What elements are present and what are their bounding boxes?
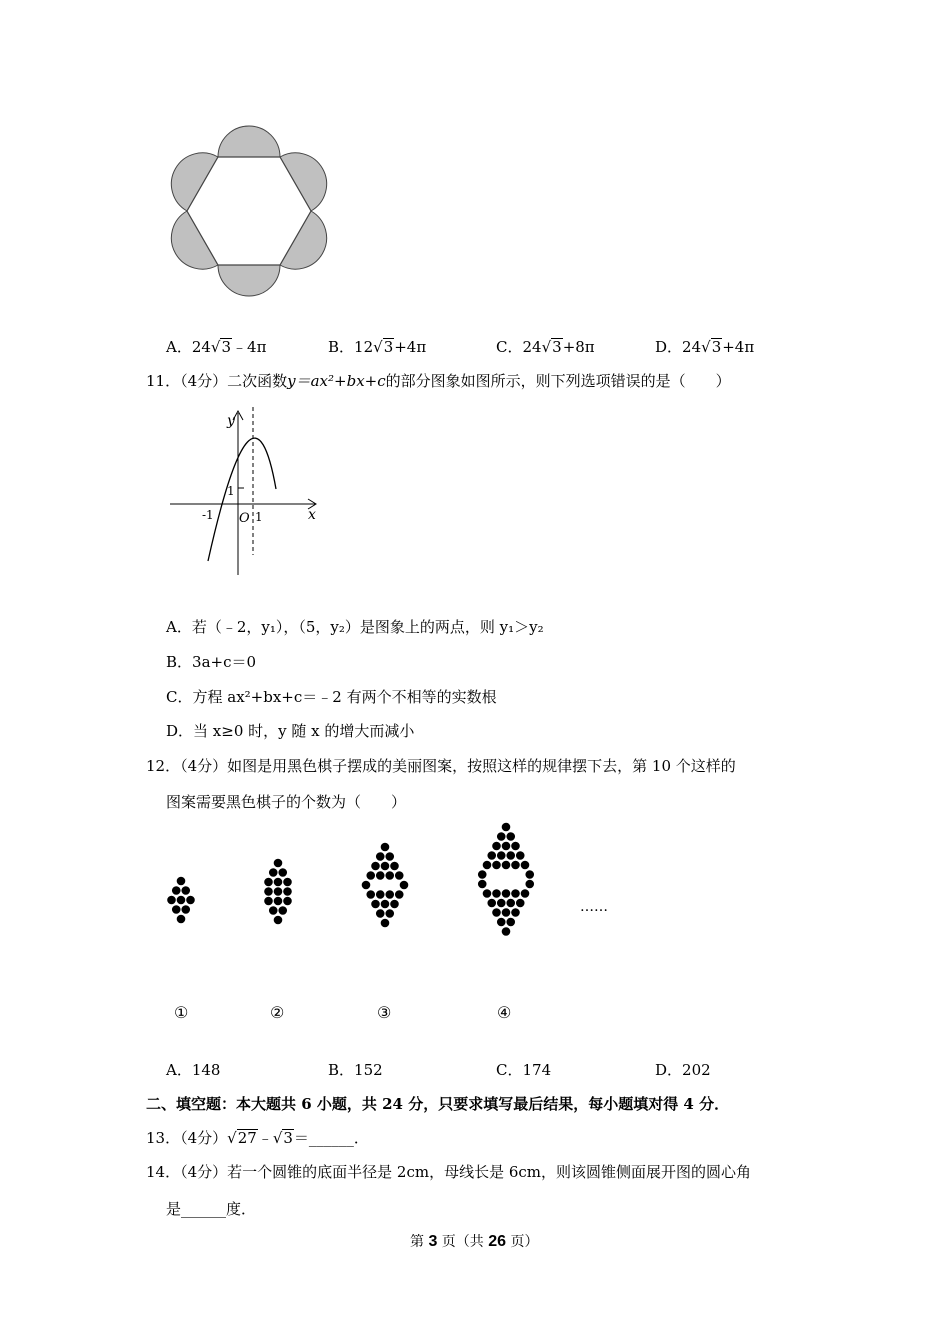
q12-options <box>0 1059 950 1079</box>
chess-piece <box>492 908 501 917</box>
chess-piece <box>511 842 520 851</box>
chess-piece <box>395 890 404 899</box>
chess-piece <box>167 896 176 905</box>
svg-text:x: x <box>308 507 316 523</box>
svg-text:1: 1 <box>227 484 235 498</box>
chess-piece <box>511 908 520 917</box>
svg-text:-1: -1 <box>202 508 214 522</box>
chess-piece <box>177 915 186 924</box>
chess-piece <box>381 919 390 928</box>
chess-piece <box>172 905 181 914</box>
chess-piece <box>381 843 390 852</box>
chess-piece <box>274 897 283 906</box>
q14-line1: 14．（4分）若一个圆锥的底面半径是 2cm，母线长是 6cm，则该圆锥侧面展开图的圆心角 <box>146 1163 752 1181</box>
chess-piece <box>283 878 292 887</box>
chess-piece <box>366 890 375 899</box>
chess-piece <box>269 868 278 877</box>
chess-piece <box>274 887 283 896</box>
chess-piece <box>385 852 394 861</box>
chess-piece <box>274 878 283 887</box>
q12-stem-line2: 图案需要黑色棋子的个数为（ ） <box>166 793 407 811</box>
chess-piece <box>502 861 511 870</box>
chess-piece <box>376 890 385 899</box>
chess-piece <box>511 889 520 898</box>
page-footer: 第 3 页（共 26 页） <box>410 1233 539 1250</box>
q11-option-d: D．当 x≥0 时，y 随 x 的增大而减小 <box>166 722 415 740</box>
section-heading: 二、填空题：本大题共 6 小题，共 24 分，只要求填写最后结果，每小题填对得 4 分． <box>146 1095 730 1113</box>
chess-piece <box>264 887 273 896</box>
chess-piece <box>283 887 292 896</box>
chess-piece <box>506 899 515 908</box>
q10-option-a: A．24√3﹣4π <box>166 338 267 356</box>
chess-piece <box>483 861 492 870</box>
pattern-label-2: ② <box>270 1003 285 1022</box>
chess-piece <box>264 878 273 887</box>
q11-option-a: A．若（﹣2，y₁），（5，y₂）是图象上的两点，则 y₁＞y₂ <box>166 618 544 636</box>
chess-piece <box>497 832 506 841</box>
svg-text:O: O <box>239 511 250 526</box>
chess-piece <box>376 909 385 918</box>
q12-option-d: D．202 <box>655 1061 711 1079</box>
q11-option-b: B．3a+c＝0 <box>166 653 257 671</box>
chess-piece <box>525 880 534 889</box>
chess-piece <box>376 871 385 880</box>
pattern-label-1: ① <box>174 1003 189 1022</box>
chess-piece <box>181 886 190 895</box>
chess-piece <box>395 871 404 880</box>
chess-piece <box>497 899 506 908</box>
chess-piece <box>385 890 394 899</box>
q11-option-c: C．方程 ax²+bx+c＝﹣2 有两个不相等的实数根 <box>166 688 497 706</box>
q10-option-d: D．24√3+4π <box>655 338 755 356</box>
chess-piece <box>362 881 371 890</box>
chess-piece <box>177 896 186 905</box>
chess-piece <box>371 900 380 909</box>
q14-line2: 是______度． <box>166 1200 257 1218</box>
q10-option-c: C．24√3+8π <box>496 338 595 356</box>
svg-text:1: 1 <box>255 510 263 524</box>
q13: 13．（4分）√27﹣√3＝______． <box>146 1129 369 1147</box>
q10-options <box>0 336 950 356</box>
chess-piece <box>502 927 511 936</box>
parabola-graph <box>165 403 325 581</box>
chess-piece <box>390 900 399 909</box>
chess-piece <box>381 862 390 871</box>
chess-piece <box>274 916 283 925</box>
chess-piece <box>177 877 186 886</box>
pattern-1 <box>167 877 195 924</box>
parabola-curve <box>208 438 276 561</box>
chess-pattern-figure <box>150 815 630 1005</box>
chess-piece <box>506 851 515 860</box>
hexagon-petal-figure <box>160 120 340 315</box>
chess-piece <box>506 918 515 927</box>
pattern-label-4: ④ <box>497 1003 512 1022</box>
chess-piece <box>400 881 409 890</box>
chess-piece <box>525 870 534 879</box>
chess-piece <box>502 908 511 917</box>
chess-piece <box>381 900 390 909</box>
q10-option-b: B．12√3+4π <box>328 338 427 356</box>
chess-piece <box>269 906 278 915</box>
chess-piece <box>487 851 496 860</box>
chess-piece <box>371 862 380 871</box>
chess-piece <box>492 889 501 898</box>
chess-piece <box>497 918 506 927</box>
chess-piece <box>516 899 525 908</box>
q12-option-b: B．152 <box>328 1061 383 1079</box>
chess-piece <box>181 905 190 914</box>
svg-text:y: y <box>227 413 235 429</box>
chess-piece <box>274 859 283 868</box>
chess-piece <box>385 909 394 918</box>
chess-piece <box>492 842 501 851</box>
q12-stem-line1: 12．（4分）如图是用黑色棋子摆成的美丽图案，按照这样的规律摆下去，第 10 个这样的 <box>146 757 736 775</box>
chess-piece <box>492 861 501 870</box>
chess-piece <box>502 889 511 898</box>
pattern-4 <box>478 823 534 936</box>
chess-piece <box>521 861 530 870</box>
chess-piece <box>487 899 496 908</box>
chess-piece <box>172 886 181 895</box>
q11-stem: 11．（4分）二次函数y＝ax²+bx+c的部分图象如图所示，则下列选项错误的是（ ） <box>146 372 731 390</box>
chess-piece <box>283 897 292 906</box>
chess-piece <box>516 851 525 860</box>
chess-piece <box>186 896 195 905</box>
pattern-2 <box>264 859 292 925</box>
chess-piece <box>511 861 520 870</box>
chess-piece <box>376 852 385 861</box>
chess-piece <box>278 906 287 915</box>
chess-piece <box>483 889 492 898</box>
chess-piece <box>478 880 487 889</box>
q12-ellipsis: …… <box>580 899 608 915</box>
chess-piece <box>366 871 375 880</box>
chess-piece <box>478 870 487 879</box>
chess-piece <box>502 823 511 832</box>
chess-piece <box>502 842 511 851</box>
chess-piece <box>506 832 515 841</box>
q12-option-a: A．148 <box>166 1061 221 1079</box>
pattern-3 <box>362 843 409 928</box>
chess-piece <box>390 862 399 871</box>
pattern-label-3: ③ <box>377 1003 392 1022</box>
q12-option-c: C．174 <box>496 1061 552 1079</box>
chess-piece <box>264 897 273 906</box>
chess-piece <box>278 868 287 877</box>
chess-piece <box>497 851 506 860</box>
chess-piece <box>521 889 530 898</box>
chess-piece <box>385 871 394 880</box>
